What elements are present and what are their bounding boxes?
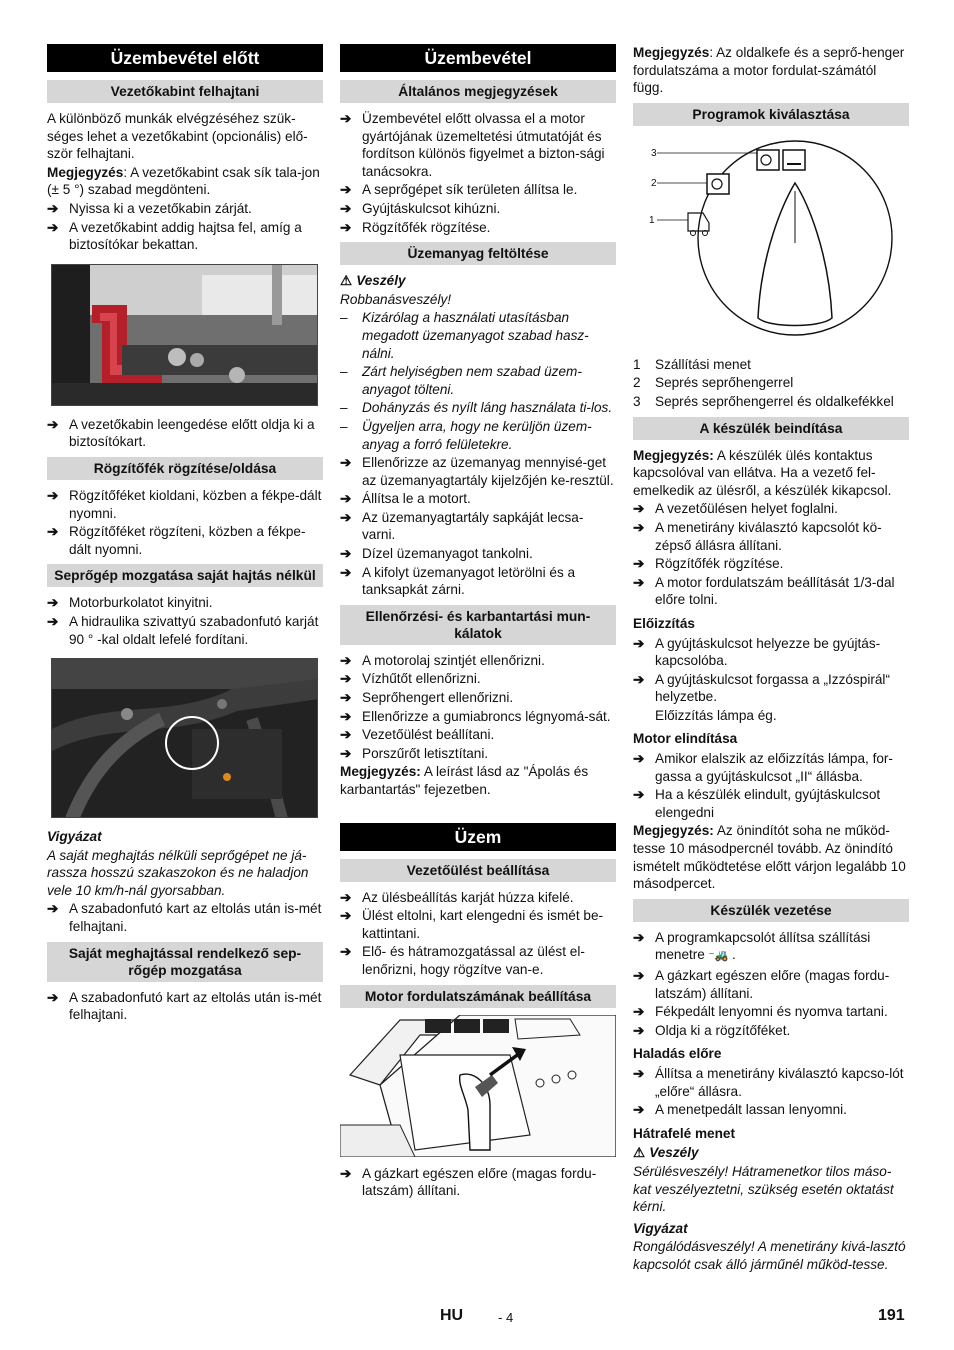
list-item: ➔ Oldja ki a rögzítőféket.	[633, 1022, 791, 1038]
subheading: Motor elindítása	[633, 731, 738, 747]
list-item: ➔ Üzembevétel előtt olvassa el a motor gyártójának üzemeltetési útmutatóját és fordítson különös figyelmet a bizton-sági tanácsokra.	[340, 111, 605, 179]
note: Megjegyzés: A vezetőkabint csak sík tala-jon (± 5 °) szabad megdönteni.	[47, 164, 320, 198]
cab-latch-photo	[51, 264, 318, 406]
subheading: Előizzítás	[633, 615, 695, 631]
arrow-right-icon: ➔	[47, 416, 59, 432]
arrow-right-icon: ➔	[633, 1102, 645, 1118]
note: Megjegyzés: A leírást lásd az "Ápolás és karbantartás" fejezetben.	[340, 764, 589, 797]
list-item: ➔ A gázkart egészen előre (magas fordu-latszám) állítani.	[633, 968, 890, 1001]
caution-label: Vigyázat	[47, 829, 102, 845]
subheading: Haladás előre	[633, 1046, 722, 1062]
arrow-right-icon: ➔	[340, 546, 352, 562]
list-item: ➔ A motorolaj szintjét ellenőrizni.	[340, 652, 545, 668]
arrow-right-icon: ➔	[633, 501, 645, 517]
list-item: ➔ Ha a készülék elindult, gyújtáskulcsot elengedni	[633, 787, 881, 820]
arrow-right-icon: ➔	[633, 519, 645, 535]
arrow-right-icon: ➔	[633, 1004, 645, 1020]
list-item: – Ügyeljen arra, hogy ne kerüljön üzem-anyag a forró felületekre.	[340, 418, 592, 452]
danger-text: Sérülésveszély! Hátramenetkor tilos máso-kat veszélyeztetni, szükség esetén oktatást kérni.	[633, 1163, 894, 1215]
list-item: ➔ A vezetőülésen helyet foglalni.	[633, 501, 838, 517]
arrow-right-icon: ➔	[633, 635, 645, 651]
column-3	[633, 44, 909, 1275]
arrow-right-icon: ➔	[340, 671, 352, 687]
legend-item: 2 Seprés seprőhengerrel	[633, 375, 794, 391]
list-item: ➔ Ellenőrizze az üzemanyag mennyisé-get az üzemanyagtartály kijelzőjén ke-resztül.	[340, 455, 614, 488]
subsection-heading: Motor fordulatszámának beállítása	[340, 985, 616, 1008]
column-2	[340, 44, 616, 1201]
list-item: ➔ Ülést eltolni, kart elengedni és ismét be-kattintani.	[340, 908, 604, 941]
footer-language: HU	[440, 1307, 464, 1324]
legend-item: 3 Seprés seprőhengerrel és oldalkefékkel	[633, 393, 894, 409]
list-item: ➔ Motorburkolatot kinyitni.	[47, 595, 213, 611]
list-item: ➔ Állítsa le a motort.	[340, 491, 471, 507]
subsection-heading: Rögzítőfék rögzítése/oldása	[47, 457, 323, 480]
legend-item: 1 Szállítási menet	[633, 356, 751, 372]
list-item: ➔ Vízhűtőt ellenőrizni.	[340, 671, 481, 687]
arrow-right-icon: ➔	[633, 574, 645, 590]
list-item: ➔ Az ülésbeállítás karját húzza kifelé.	[340, 889, 574, 905]
arrow-right-icon: ➔	[633, 751, 645, 767]
caution-label: Vigyázat	[633, 1220, 688, 1236]
arrow-right-icon: ➔	[340, 219, 352, 235]
list-item: ➔ A hidraulika szivattyú szabadonfutó karját 90 ° -kal oldalt lefelé fordítani.	[47, 613, 319, 647]
subsection-heading: Seprőgép mozgatása saját hajtás nélkül	[47, 564, 323, 587]
subsection-heading: Programok kiválasztása	[633, 103, 909, 126]
section-title: Üzembevétel előtt	[47, 44, 323, 72]
transport-icon: ⁻🚜	[708, 950, 729, 963]
hydraulic-pump-photo	[51, 658, 318, 818]
list-item: – Zárt helyiségben nem szabad üzem-anyagot tölteni.	[340, 364, 582, 397]
list-item: ➔ Gyújtáskulcsot kihúzni.	[340, 200, 501, 216]
danger-label: ⚠ Veszély	[340, 273, 406, 289]
list-item: ➔ A gyújtáskulcsot helyezze be gyújtás-kapcsolóba.	[633, 635, 881, 669]
arrow-right-icon: ➔	[340, 509, 352, 525]
throttle-lever-drawing	[340, 1015, 616, 1157]
arrow-right-icon: ➔	[340, 1165, 352, 1181]
arrow-right-icon: ➔	[47, 613, 59, 629]
list-item: ➔ Rögzítőfék rögzítése.	[633, 556, 784, 572]
list-item: ➔ A menetpedált lassan lenyomni.	[633, 1102, 847, 1118]
arrow-right-icon: ➔	[340, 182, 352, 198]
program-selector-figure	[633, 133, 909, 348]
figure-label: 2	[651, 177, 657, 189]
list-item: ➔ Dízel üzemanyagot tankolni.	[340, 546, 533, 562]
list-item: ➔ A szabadonfutó kart az eltolás után is-mét felhajtani.	[47, 901, 322, 935]
list-item: ➔ Amikor elalszik az előizzítás lámpa, for-gassa a gyújtáskulcsot „II“ állásba.	[633, 751, 893, 784]
danger-label: ⚠ Veszély	[633, 1145, 699, 1161]
list-item: ➔ A vezetőkabin leengedése előtt oldja ki a biztosítókart.	[47, 416, 315, 450]
arrow-right-icon: ➔	[340, 200, 352, 216]
list-item: ➔ Fékpedált lenyomni és nyomva tartani.	[633, 1004, 888, 1020]
subheading: Hátrafelé menet	[633, 1125, 735, 1141]
warning-triangle-icon: ⚠	[633, 1145, 646, 1161]
arrow-right-icon: ➔	[340, 690, 352, 706]
arrow-right-icon: ➔	[340, 745, 352, 761]
arrow-right-icon: ➔	[340, 889, 352, 905]
arrow-right-icon: ➔	[633, 787, 645, 803]
subsection-heading: A készülék beindítása	[633, 417, 909, 440]
subsection-heading: Készülék vezetése	[633, 899, 909, 922]
list-item: ➔ A seprőgépet sík területen állítsa le.	[340, 182, 578, 198]
arrow-right-icon: ➔	[340, 727, 352, 743]
arrow-right-icon: ➔	[340, 491, 352, 507]
subsection-heading: Saját meghajtással rendelkező sep-rőgép mozgatása	[47, 942, 323, 982]
note: Megjegyzés: A készülék ülés kontaktus kapcsolóval van ellátva. Ha a vezető fel-emelkedik az ülésről, a készülék kikapcsol.	[633, 447, 892, 498]
list-item: ➔ Seprőhengert ellenőrizni.	[340, 690, 514, 706]
arrow-right-icon: ➔	[340, 455, 352, 471]
arrow-right-icon: ➔	[340, 944, 352, 960]
list-item: – Dohányzás és nyílt láng használata ti-los.	[340, 400, 613, 416]
arrow-right-icon: ➔	[633, 968, 645, 983]
note: Megjegyzés: Az oldalkefe és a seprő-henger fordulatszáma a motor fordulat-számától függ.	[633, 45, 905, 96]
caution-text: Rongálódásveszély! A menetirány kivá-lasztó kapcsolót csak álló járműnél működ-tesse.	[633, 1239, 906, 1272]
arrow-right-icon: ➔	[633, 1022, 645, 1038]
figure-label: 1	[649, 214, 655, 226]
danger-text: Robbanásveszély!	[340, 291, 452, 307]
arrow-right-icon: ➔	[340, 908, 352, 924]
list-item: – Kizárólag a használati utasításban megadott üzemanyagot szabad hasz-nálni.	[340, 310, 589, 361]
list-item: ➔ Nyissa ki a vezetőkabin zárját.	[47, 200, 252, 216]
list-item: ➔ A motor fordulatszám beállítását 1/3-dal előre tolni.	[633, 574, 895, 608]
list-item: ➔ Ellenőrizze a gumiabroncs légnyomá-sát.	[340, 708, 611, 724]
list-item: ➔ Rögzítőfék rögzítése.	[340, 219, 491, 235]
list-item: ➔ Porszűrőt letisztítani.	[340, 745, 489, 761]
list-item: ➔ A vezetőkabint addig hajtsa fel, amíg a biztosítókar bekattan.	[47, 219, 302, 253]
list-item: ➔ A gyújtáskulcsot forgassa a „Izzóspirál“ helyzetbe.	[633, 671, 890, 705]
arrow-right-icon: ➔	[633, 1065, 645, 1081]
subsection-heading: Vezetőülést beállítása	[340, 859, 616, 882]
list-item: ➔ A kifolyt üzemanyagot letörölni és a tanksapkát zárni.	[340, 564, 576, 598]
subsection-heading: Általános megjegyzések	[340, 80, 616, 103]
arrow-right-icon: ➔	[47, 200, 59, 216]
arrow-right-icon: ➔	[47, 989, 59, 1005]
paragraph: A különböző munkák elvégzéséhez szük-séges lehet a vezetőkabint (opcionális) elő-ször felhajtani.	[47, 111, 308, 162]
figure-label: 3	[651, 147, 657, 159]
list-item: ➔ Vezetőülést beállítani.	[340, 727, 495, 743]
subsection-heading: Ellenőrzési- és karbantartási mun-kálatok	[340, 605, 616, 645]
subsection-heading: Vezetőkabint felhajtani	[47, 80, 323, 103]
arrow-right-icon: ➔	[47, 524, 59, 540]
arrow-right-icon: ➔	[633, 556, 645, 572]
arrow-right-icon: ➔	[340, 111, 352, 126]
arrow-right-icon: ➔	[47, 487, 59, 503]
arrow-right-icon: ➔	[633, 671, 645, 687]
list-item: ➔ Az üzemanyagtartály sapkáját lecsa-varni.	[340, 509, 584, 543]
section-title: Üzembevétel	[340, 44, 616, 72]
list-item: ➔ A szabadonfutó kart az eltolás után is-mét felhajtani.	[47, 989, 322, 1023]
list-item: ➔ A gázkart egészen előre (magas fordu-latszám) állítani.	[340, 1165, 597, 1199]
list-item: ➔ Rögzítőféket kioldani, közben a fékpe-dált nyomni.	[47, 487, 322, 521]
column-1	[47, 44, 323, 1025]
arrow-right-icon: ➔	[47, 219, 59, 235]
list-item: ➔ A menetirány kiválasztó kapcsolót kö-zépső állásra állítani.	[633, 519, 882, 553]
list-item: ➔ Rögzítőféket rögzíteni, közben a fékpe-dált nyomni.	[47, 524, 306, 557]
arrow-right-icon: ➔	[47, 595, 59, 611]
arrow-right-icon: ➔	[340, 708, 352, 724]
list-item: ➔ Állítsa a menetirány kiválasztó kapcso-lót „előre“ állásra.	[633, 1065, 904, 1099]
list-item: ➔ Elő- és hátramozgatással az ülést el-lenőrizni, hogy rögzítve van-e.	[340, 944, 585, 977]
subsection-heading: Üzemanyag feltöltése	[340, 242, 616, 265]
list-item: ➔ A programkapcsolót állítsa szállítási menetre ⁻🚜 .	[633, 929, 871, 963]
note: Megjegyzés: Az önindítót soha ne működ-tesse 10 másodpercnél tovább. Az önindító ismételt működtetése előtt várjon legalább 10 másodpercet.	[633, 823, 906, 892]
arrow-right-icon: ➔	[340, 564, 352, 580]
warning-triangle-icon: ⚠	[340, 273, 353, 289]
section-title: Üzem	[340, 823, 616, 851]
footer-page-number: 191	[878, 1307, 905, 1324]
paragraph: Előizzítás lámpa ég.	[655, 707, 777, 723]
caution-text: A saját meghajtás nélküli seprőgépet ne já-rassza hosszú szakaszokon és ne haladjon vele 10 km/h-nál gyorsabban.	[47, 847, 309, 898]
footer-page: - 4	[498, 1310, 514, 1325]
arrow-right-icon: ➔	[340, 652, 352, 668]
arrow-right-icon: ➔	[633, 929, 645, 945]
arrow-right-icon: ➔	[47, 901, 59, 917]
